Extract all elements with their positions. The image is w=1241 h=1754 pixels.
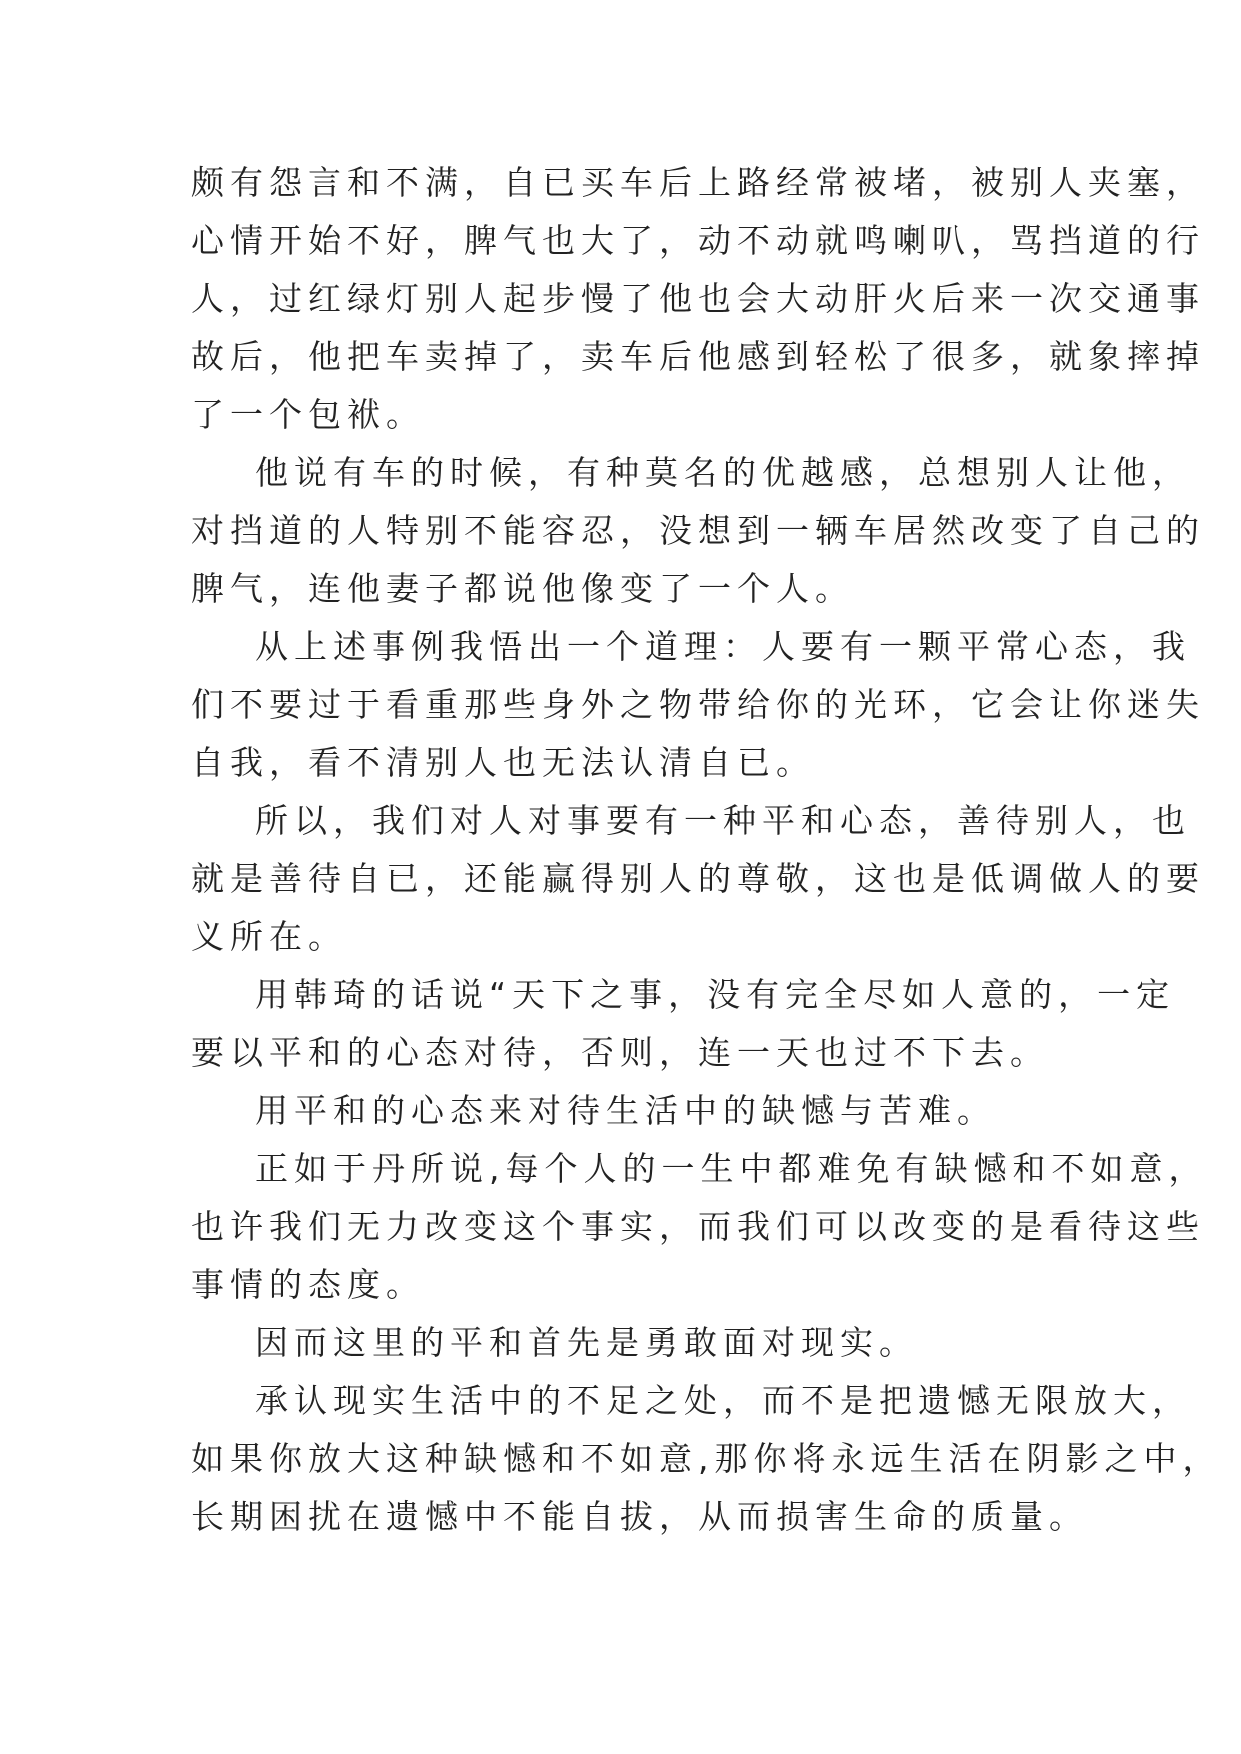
paragraph-start-line: 承认现实生活中的不足之处，而不是把遗憾无限放大，: [255, 1381, 1191, 1420]
paragraph-start-line: 所以，我们对人对事要有一种平和心态，善待别人，也: [255, 801, 1191, 840]
paragraph-start-line: 用平和的心态来对待生活中的缺憾与苦难。: [255, 1091, 996, 1130]
text-line: 心情开始不好，脾气也大了，动不动就鸣喇叭，骂挡道的行: [191, 221, 1205, 260]
text-line: 要以平和的心态对待，否则，连一天也过不下去。: [191, 1033, 1049, 1072]
text-line: 也许我们无力改变这个事实，而我们可以改变的是看待这些: [191, 1207, 1205, 1246]
text-line: 就是善待自已，还能赢得别人的尊敬，这也是低调做人的要: [191, 859, 1205, 898]
paragraph-start-line: 用韩琦的话说“天下之事，没有完全尽如人意的，一定: [255, 975, 1176, 1014]
text-line: 人，过红绿灯别人起步慢了他也会大动肝火后来一次交通事: [191, 279, 1205, 318]
text-line: 故后，他把车卖掉了，卖车后他感到轻松了很多，就象摔掉: [191, 337, 1205, 376]
paragraph-start-line: 从上述事例我悟出一个道理：人要有一颗平常心态，我: [255, 627, 1191, 666]
text-line: 长期困扰在遗憾中不能自拔，从而损害生命的质量。: [191, 1497, 1088, 1536]
text-line: 了一个包袱。: [191, 395, 425, 434]
paragraph-start-line: 他说有车的时候，有种莫名的优越感，总想别人让他，: [255, 453, 1191, 492]
text-line: 对挡道的人特别不能容忍，没想到一辆车居然改变了自己的: [191, 511, 1205, 550]
text-line: 事情的态度。: [191, 1265, 425, 1304]
text-line: 义所在。: [191, 917, 347, 956]
text-line: 们不要过于看重那些身外之物带给你的光环，它会让你迷失: [191, 685, 1205, 724]
paragraph-start-line: 正如于丹所说,每个人的一生中都难免有缺憾和不如意，: [255, 1149, 1208, 1188]
text-line: 自我，看不清别人也无法认清自已。: [191, 743, 815, 782]
paragraph-start-line: 因而这里的平和首先是勇敢面对现实。: [255, 1323, 918, 1362]
text-line: 脾气，连他妻子都说他像变了一个人。: [191, 569, 854, 608]
text-line: 如果你放大这种缺憾和不如意,那你将永远生活在阴影之中，: [191, 1439, 1222, 1478]
text-line: 颇有怨言和不满，自已买车后上路经常被堵，被别人夹塞，: [191, 163, 1205, 202]
